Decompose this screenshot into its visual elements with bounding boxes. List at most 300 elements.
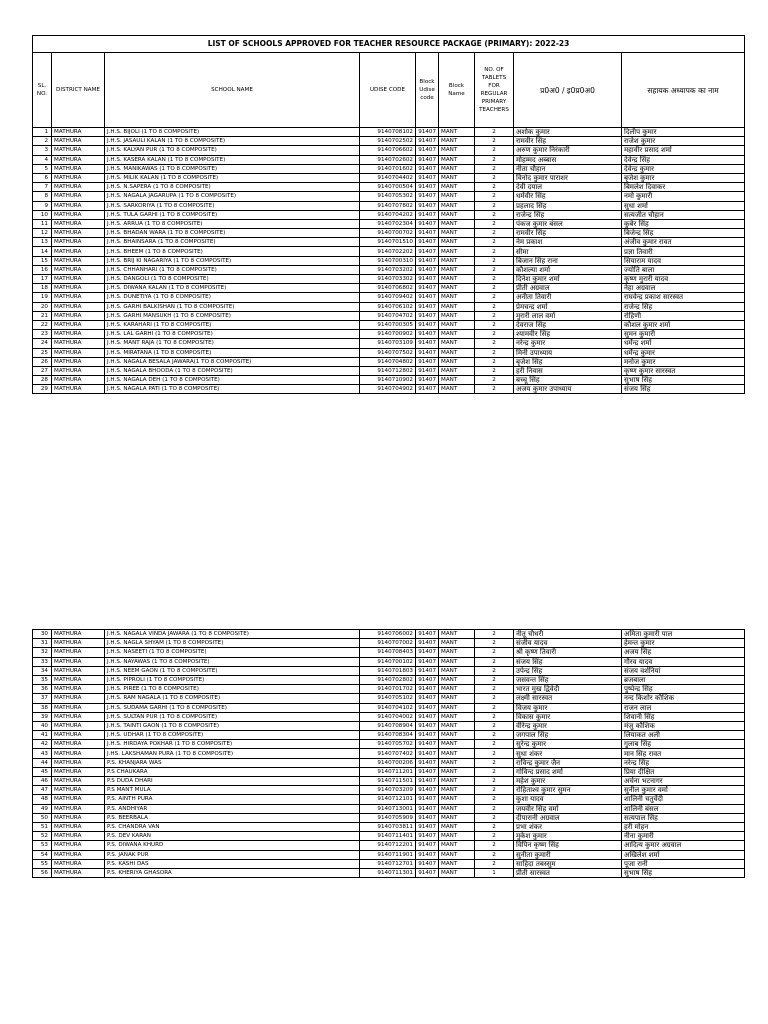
table-cell: MATHURA: [52, 740, 105, 749]
table-cell: 9140709402: [360, 293, 416, 302]
table-cell: P.S. CHANDRA VAN: [105, 822, 360, 831]
table-cell: सत्यपाल सिंह: [622, 813, 745, 822]
column-header: प्र0अ0 / इ0प्र0अ0: [514, 53, 622, 128]
table-cell: 48: [33, 795, 52, 804]
table-row: [33, 164, 745, 173]
table-cell: 9140711301: [360, 868, 416, 877]
table-cell: राविन्द्र कुमार जैन: [514, 758, 622, 767]
table-cell: 9140703209: [360, 786, 416, 795]
table-cell: 2: [475, 302, 514, 311]
table-cell: 2: [475, 229, 514, 238]
table-cell: 2: [475, 758, 514, 767]
table-cell: J.H.S. SULTAN PUR (1 TO 8 COMPOSITE): [105, 712, 360, 721]
table-cell: सत्यजीत चौहान: [622, 210, 745, 219]
table-cell: राजेन्द्र सिंह: [514, 210, 622, 219]
table-cell: 9140711501: [360, 777, 416, 786]
table-cell: J.H.S. SARKORIYA (1 TO 8 COMPOSITE): [105, 201, 360, 210]
column-header: SL. NO.: [33, 53, 52, 128]
table-cell: 91407: [416, 376, 439, 385]
table-cell: 5: [33, 164, 52, 173]
table-cell: संजय सिंह: [622, 385, 745, 394]
table-cell: MATHURA: [52, 648, 105, 657]
table-cell: 2: [475, 146, 514, 155]
table-cell: MANT: [439, 128, 475, 137]
table-cell: 2: [475, 357, 514, 366]
table-cell: पूजा रानी: [622, 859, 745, 868]
table-cell: MATHURA: [52, 804, 105, 813]
table-cell: MATHURA: [52, 712, 105, 721]
table-cell: 91407: [416, 366, 439, 375]
table-cell: MANT: [439, 703, 475, 712]
table-cell: 9140701803: [360, 666, 416, 675]
table-cell: 30: [33, 630, 52, 639]
table-row: [33, 173, 745, 182]
table-cell: MANT: [439, 777, 475, 786]
table-cell: 9140707502: [360, 348, 416, 357]
table-cell: 49: [33, 804, 52, 813]
table-cell: J.H.S. DANGOLI (1 TO 8 COMPOSITE): [105, 275, 360, 284]
table-cell: MATHURA: [52, 767, 105, 776]
table-cell: नेहा अग्रवाल: [622, 284, 745, 293]
table-cell: मोहम्मद अब्बास: [514, 155, 622, 164]
table-cell: J.H.S. ARRUA (1 TO 8 COMPOSITE): [105, 219, 360, 228]
table-cell: 91407: [416, 685, 439, 694]
table-cell: 32: [33, 648, 52, 657]
table-cell: J.H.S. TULA GARHI (1 TO 8 COMPOSITE): [105, 210, 360, 219]
table-cell: P.S. DIWANA KHURD: [105, 841, 360, 850]
document-title: LIST OF SCHOOLS APPROVED FOR TEACHER RESOURCE PACKAGE (PRIMARY): 2022-23: [33, 36, 745, 53]
table-cell: MATHURA: [52, 183, 105, 192]
table-cell: 39: [33, 712, 52, 721]
table-cell: 10: [33, 210, 52, 219]
table-cell: J.H.S. SUDAMA GARHI (1 TO 8 COMPOSITE): [105, 703, 360, 712]
table-cell: अखिलेश शर्मा: [622, 850, 745, 859]
table-cell: 52: [33, 832, 52, 841]
table-cell: 91407: [416, 229, 439, 238]
table-cell: MANT: [439, 201, 475, 210]
table-cell: गौरव यादव: [622, 657, 745, 666]
table-row: [33, 247, 745, 256]
table-cell: पंकज कुमार बंसल: [514, 219, 622, 228]
table-cell: MATHURA: [52, 657, 105, 666]
table-cell: 91407: [416, 293, 439, 302]
table-cell: 2: [475, 777, 514, 786]
table-cell: J.H.S. LAL GARHI (1 TO 8 COMPOSITE): [105, 330, 360, 339]
table-cell: 91407: [416, 219, 439, 228]
table-cell: MANT: [439, 302, 475, 311]
table-cell: 2: [475, 284, 514, 293]
table-row: [33, 302, 745, 311]
table-cell: गोविन्द प्रसाद शर्मा: [514, 767, 622, 776]
table-cell: J.H.S. MILIK KALAN (1 TO 8 COMPOSITE): [105, 173, 360, 182]
table-cell: 91407: [416, 721, 439, 730]
table-cell: रोहिणी: [622, 311, 745, 320]
table-cell: MANT: [439, 247, 475, 256]
table-cell: 9140713001: [360, 804, 416, 813]
table-cell: 91407: [416, 385, 439, 394]
table-cell: 2: [475, 767, 514, 776]
table-cell: बच्चू सिंह: [514, 376, 622, 385]
table-cell: 2: [475, 330, 514, 339]
table-cell: 91407: [416, 155, 439, 164]
table-cell: MATHURA: [52, 675, 105, 684]
table-cell: J.H.S. KALYAN PUR (1 TO 8 COMPOSITE): [105, 146, 360, 155]
table-cell: MATHURA: [52, 357, 105, 366]
table-cell: MANT: [439, 293, 475, 302]
table-cell: धर्मेन्द्र कुमार: [622, 348, 745, 357]
table-cell: 2: [475, 731, 514, 740]
table-cell: 9140708304: [360, 731, 416, 740]
table-cell: MANT: [439, 813, 475, 822]
table-cell: 9140712201: [360, 841, 416, 850]
table-cell: 2: [475, 841, 514, 850]
table-row: [33, 275, 745, 284]
table-row: [33, 740, 745, 749]
table-cell: MATHURA: [52, 366, 105, 375]
table-cell: 2: [475, 657, 514, 666]
table-cell: MATHURA: [52, 256, 105, 265]
table-cell: प्रभा शंकर: [514, 822, 622, 831]
table-cell: 9140708403: [360, 648, 416, 657]
table-cell: 55: [33, 859, 52, 868]
table-cell: सुनीता कुमारी: [514, 850, 622, 859]
table-row: [33, 210, 745, 219]
table-cell: J.H.S. NAGALA BHOODA (1 TO 8 COMPOSITE): [105, 366, 360, 375]
table-cell: 9140704102: [360, 703, 416, 712]
table-cell: MANT: [439, 385, 475, 394]
table-cell: J.H.S. DUNETIYA (1 TO 8 COMPOSITE): [105, 293, 360, 302]
table-cell: 91407: [416, 841, 439, 850]
table-cell: MATHURA: [52, 137, 105, 146]
table-cell: MATHURA: [52, 128, 105, 137]
table-row: [33, 357, 745, 366]
table-cell: 91407: [416, 137, 439, 146]
table-cell: 29: [33, 385, 52, 394]
table-cell: MATHURA: [52, 302, 105, 311]
table-cell: J.H.S. NAGALA BESALA JAWARA(1 TO 8 COMPOSITE): [105, 357, 360, 366]
table-row: [33, 850, 745, 859]
table-cell: 24: [33, 339, 52, 348]
table-cell: 1: [475, 868, 514, 877]
table-cell: 91407: [416, 859, 439, 868]
table-cell: MANT: [439, 173, 475, 182]
column-header: SCHOOL NAME: [105, 53, 360, 128]
table-cell: रामवीर सिंह: [514, 229, 622, 238]
table-cell: 91407: [416, 749, 439, 758]
table-cell: 46: [33, 777, 52, 786]
table-cell: MATHURA: [52, 339, 105, 348]
table-cell: देवेन्द्र कुमार: [622, 164, 745, 173]
table-cell: 91407: [416, 850, 439, 859]
table-cell: J.H.S. JASAULI KALAN (1 TO 8 COMPOSITE): [105, 137, 360, 146]
table-cell: संजय वर्शनियां: [622, 666, 745, 675]
table-cell: मंजु कौशिक: [622, 721, 745, 730]
table-cell: 91407: [416, 758, 439, 767]
table-cell: J.H.S. GARHI MANSUKH (1 TO 8 COMPOSITE): [105, 311, 360, 320]
table-cell: MATHURA: [52, 155, 105, 164]
table-cell: 91407: [416, 639, 439, 648]
table-cell: MATHURA: [52, 832, 105, 841]
table-cell: प्रीती अग्रवाल: [514, 284, 622, 293]
table-cell: प्रहलाद सिंह: [514, 201, 622, 210]
table-cell: मनोज कुमार: [622, 357, 745, 366]
table-row: [33, 385, 745, 394]
table-cell: 2: [475, 804, 514, 813]
table-cell: 50: [33, 813, 52, 822]
table-row: [33, 284, 745, 293]
table-cell: MATHURA: [52, 868, 105, 877]
table-row: [33, 841, 745, 850]
table-cell: 91407: [416, 675, 439, 684]
table-cell: 9140703811: [360, 822, 416, 831]
table-cell: MANT: [439, 275, 475, 284]
table-cell: 91407: [416, 302, 439, 311]
table-cell: 2: [475, 685, 514, 694]
table-cell: उपेन्द्र सिंह: [514, 666, 622, 675]
table-cell: MATHURA: [52, 703, 105, 712]
table-cell: सुभाष सिंह: [622, 376, 745, 385]
table-cell: MATHURA: [52, 247, 105, 256]
table-cell: 9140702502: [360, 137, 416, 146]
table-cell: 91407: [416, 813, 439, 822]
table-cell: 2: [475, 630, 514, 639]
column-header: DISTRICT NAME: [52, 53, 105, 128]
table-cell: 2: [475, 293, 514, 302]
table-row: [33, 155, 745, 164]
table-cell: 47: [33, 786, 52, 795]
table-cell: 91407: [416, 173, 439, 182]
table-cell: J.H.S. NAGALA PATI (1 TO 8 COMPOSITE): [105, 385, 360, 394]
table-cell: 2: [475, 137, 514, 146]
table-cell: 2: [475, 740, 514, 749]
table-cell: 2: [475, 694, 514, 703]
table-cell: J.H.S. NAGALA JAGARUPA (1 TO 8 COMPOSITE): [105, 192, 360, 201]
table-cell: 9140707802: [360, 201, 416, 210]
table-cell: MATHURA: [52, 376, 105, 385]
table-row: [33, 630, 745, 639]
table-cell: 2: [475, 712, 514, 721]
table-cell: 9140700102: [360, 657, 416, 666]
table-cell: 40: [33, 721, 52, 730]
table-row: [33, 804, 745, 813]
table-cell: MANT: [439, 376, 475, 385]
table-cell: J.H.S. BHAINSARA (1 TO 8 COMPOSITE): [105, 238, 360, 247]
table-cell: J.H.S. CHHANHARI (1 TO 8 COMPOSITE): [105, 265, 360, 274]
table-cell: MATHURA: [52, 173, 105, 182]
table-cell: 7: [33, 183, 52, 192]
table-cell: J.H.S. BIJOLI (1 TO 8 COMPOSITE): [105, 128, 360, 137]
table-cell: MATHURA: [52, 275, 105, 284]
table-cell: 18: [33, 284, 52, 293]
table-cell: 9140712101: [360, 795, 416, 804]
table-cell: J.H.S. PIREE (1 TO 8 COMPOSITE): [105, 685, 360, 694]
table-cell: श्री कृष्ण तिवारी: [514, 648, 622, 657]
table-cell: MANT: [439, 749, 475, 758]
table-cell: MATHURA: [52, 786, 105, 795]
table-cell: प्रेमचन्द्र शर्मा: [514, 302, 622, 311]
table-row: [33, 137, 745, 146]
table-row: [33, 293, 745, 302]
table-cell: अजय सिंह: [622, 648, 745, 657]
table-cell: 91407: [416, 128, 439, 137]
table-cell: अमिता कुमारी पाल: [622, 630, 745, 639]
table-cell: 2: [475, 822, 514, 831]
table-cell: 91407: [416, 320, 439, 329]
column-header: Block Udise code: [416, 53, 439, 128]
table-cell: J.H.S. PIPROLI (1 TO 8 COMPOSITE): [105, 675, 360, 684]
table-cell: 9140704402: [360, 173, 416, 182]
table-row: [33, 703, 745, 712]
table-cell: जसवन्त सिंह: [514, 675, 622, 684]
table-cell: MATHURA: [52, 721, 105, 730]
table-cell: महावीर प्रसाद शर्मा: [622, 146, 745, 155]
table-cell: 2: [475, 238, 514, 247]
table-cell: 9140702602: [360, 155, 416, 164]
table-cell: प्रीती सारस्वत: [514, 868, 622, 877]
school-table-page-2: [32, 629, 745, 878]
table-cell: जयवीर सिंह वर्मा: [514, 804, 622, 813]
table-cell: विकास कुमार: [514, 712, 622, 721]
table-cell: 9140707402: [360, 749, 416, 758]
table-cell: 91407: [416, 740, 439, 749]
table-cell: 25: [33, 348, 52, 357]
table-row: [33, 192, 745, 201]
table-cell: 91407: [416, 284, 439, 293]
table-cell: 91407: [416, 330, 439, 339]
column-header: UDISE CODE: [360, 53, 416, 128]
table-cell: MATHURA: [52, 841, 105, 850]
table-cell: 91407: [416, 357, 439, 366]
table-row: [33, 795, 745, 804]
table-cell: 2: [475, 219, 514, 228]
table-cell: 91407: [416, 832, 439, 841]
table-cell: 41: [33, 731, 52, 740]
table-cell: 1: [33, 128, 52, 137]
table-cell: 11: [33, 219, 52, 228]
table-cell: MANT: [439, 146, 475, 155]
table-cell: MATHURA: [52, 859, 105, 868]
table-cell: 2: [475, 247, 514, 256]
table-cell: P.S. JANAK PUR: [105, 850, 360, 859]
table-cell: MATHURA: [52, 630, 105, 639]
table-cell: MATHURA: [52, 210, 105, 219]
table-cell: MANT: [439, 639, 475, 648]
table-cell: J.H.S. BHADAN WARA (1 TO 8 COMPOSITE): [105, 229, 360, 238]
table-cell: 42: [33, 740, 52, 749]
table-cell: MANT: [439, 740, 475, 749]
table-cell: MATHURA: [52, 749, 105, 758]
table-cell: 91407: [416, 731, 439, 740]
table-cell: 2: [475, 320, 514, 329]
table-cell: 26: [33, 357, 52, 366]
table-cell: 9140702304: [360, 219, 416, 228]
table-row: [33, 320, 745, 329]
table-row: [33, 330, 745, 339]
table-row: [33, 639, 745, 648]
table-cell: P.S. KHERIYA GHASORA: [105, 868, 360, 877]
table-cell: 9140711201: [360, 767, 416, 776]
table-cell: 9140700310: [360, 256, 416, 265]
table-cell: मान सिंह रावत: [622, 749, 745, 758]
table-cell: 9140701602: [360, 164, 416, 173]
table-row: [33, 859, 745, 868]
table-cell: लक्ष्मी सारस्वत: [514, 694, 622, 703]
table-row: [33, 675, 745, 684]
table-cell: धर्मवीर सिंह: [514, 192, 622, 201]
table-row: [33, 749, 745, 758]
table-cell: सुमन कुमारी: [622, 330, 745, 339]
table-cell: बृजेश सिंह: [514, 357, 622, 366]
table-cell: 91407: [416, 868, 439, 877]
table-cell: 9140701702: [360, 685, 416, 694]
table-cell: 22: [33, 320, 52, 329]
table-cell: MATHURA: [52, 758, 105, 767]
table-cell: MANT: [439, 841, 475, 850]
table-cell: MATHURA: [52, 330, 105, 339]
table-cell: 2: [475, 183, 514, 192]
table-cell: 9140712802: [360, 366, 416, 375]
table-cell: P.S. KASHI DAS: [105, 859, 360, 868]
table-cell: MANT: [439, 238, 475, 247]
table-cell: 2: [475, 786, 514, 795]
table-cell: J.H.S. NAGALA DEH (1 TO 8 COMPOSITE): [105, 376, 360, 385]
table-cell: 91407: [416, 804, 439, 813]
table-row: [33, 339, 745, 348]
table-cell: 91407: [416, 767, 439, 776]
table-cell: 91407: [416, 311, 439, 320]
table-cell: MANT: [439, 795, 475, 804]
table-cell: संजीव यादव: [514, 639, 622, 648]
table-cell: 2: [475, 265, 514, 274]
table-cell: मुरारी लाल वर्मा: [514, 311, 622, 320]
table-cell: 91407: [416, 777, 439, 786]
table-cell: MATHURA: [52, 685, 105, 694]
table-cell: नीता चौहान: [514, 164, 622, 173]
table-cell: 91407: [416, 666, 439, 675]
table-cell: आदित्य कुमार अग्रवाल: [622, 841, 745, 850]
table-cell: 9140702802: [360, 675, 416, 684]
table-cell: 91407: [416, 146, 439, 155]
table-cell: नेम प्रकाश: [514, 238, 622, 247]
table-cell: MATHURA: [52, 795, 105, 804]
table-cell: 9140706102: [360, 302, 416, 311]
table-cell: 91407: [416, 786, 439, 795]
table-cell: 9140700504: [360, 183, 416, 192]
table-cell: सुधा शंकर: [514, 749, 622, 758]
table-cell: श्यामवीर सिंह: [514, 330, 622, 339]
table-cell: 9140704002: [360, 712, 416, 721]
table-cell: 2: [475, 666, 514, 675]
table-cell: नरेन्द्र कुमार: [514, 339, 622, 348]
table-cell: 2: [475, 192, 514, 201]
table-cell: 9140703202: [360, 265, 416, 274]
table-cell: J.H.S. MIRATANA (1 TO 8 COMPOSITE): [105, 348, 360, 357]
table-cell: 9140706002: [360, 630, 416, 639]
table-cell: J.H.S. N.SAPERA (1 TO 8 COMPOSITE): [105, 183, 360, 192]
table-cell: 9140702202: [360, 247, 416, 256]
table-cell: ज्योति बाला: [622, 265, 745, 274]
table-cell: 53: [33, 841, 52, 850]
table-cell: MANT: [439, 712, 475, 721]
table-cell: 8: [33, 192, 52, 201]
table-cell: 2: [475, 366, 514, 375]
table-cell: 91407: [416, 164, 439, 173]
table-cell: MANT: [439, 648, 475, 657]
table-cell: 2: [475, 813, 514, 822]
table-cell: MATHURA: [52, 822, 105, 831]
table-cell: 38: [33, 703, 52, 712]
table-cell: MANT: [439, 832, 475, 841]
